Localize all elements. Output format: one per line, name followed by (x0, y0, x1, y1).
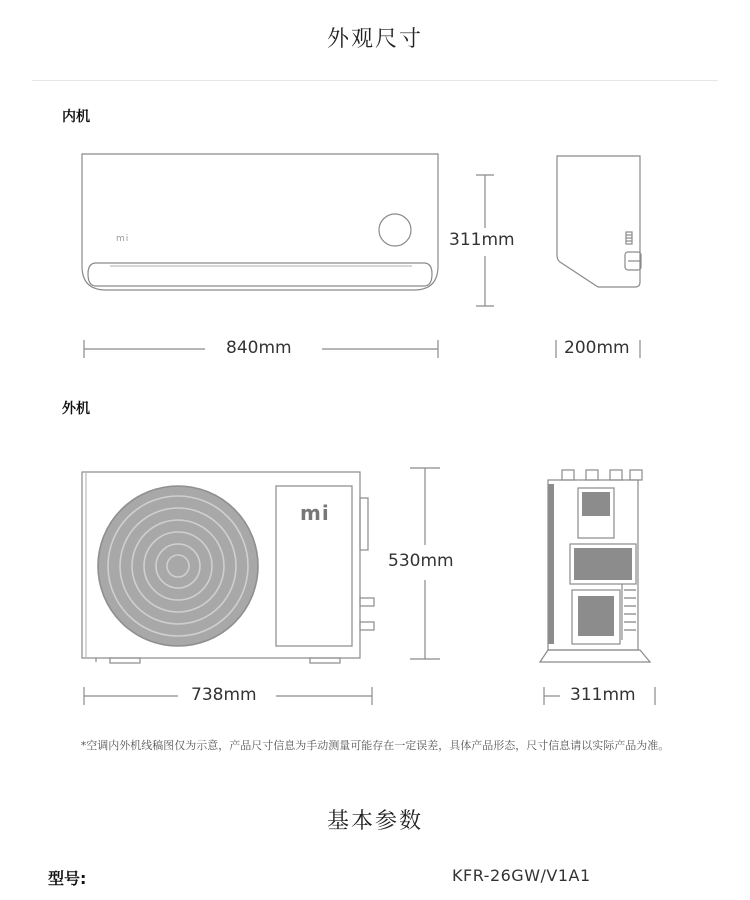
indoor-height-label: 311mm (445, 230, 519, 250)
fan-grille (98, 486, 258, 646)
indoor-label: 内机 (62, 109, 90, 125)
outdoor-height-label: 530mm (384, 551, 458, 571)
spec-label-model: 型号: (48, 869, 87, 888)
indoor-mi-logo: mi (116, 234, 130, 244)
indoor-unit-front (82, 154, 438, 290)
indoor-depth-label: 200mm (560, 338, 634, 358)
spec-value-model: KFR-26GW/V1A1 (452, 866, 591, 885)
outdoor-width-label: 738mm (187, 685, 261, 705)
indoor-unit-side (557, 156, 641, 287)
outdoor-label: 外机 (62, 401, 90, 417)
outdoor-mi-logo: mi (300, 501, 330, 525)
indoor-width-label: 840mm (222, 338, 296, 358)
section-title-params: 基本参数 (326, 809, 423, 834)
disclaimer-note: *空调内外机线稿图仅为示意，产品尺寸信息为手动测量可能存在一定误差，具体产品形态，尺寸信息请以实际产品为准。 (80, 739, 670, 752)
section-title-appearance: 外观尺寸 (326, 27, 423, 52)
outdoor-depth-label: 311mm (566, 685, 640, 705)
